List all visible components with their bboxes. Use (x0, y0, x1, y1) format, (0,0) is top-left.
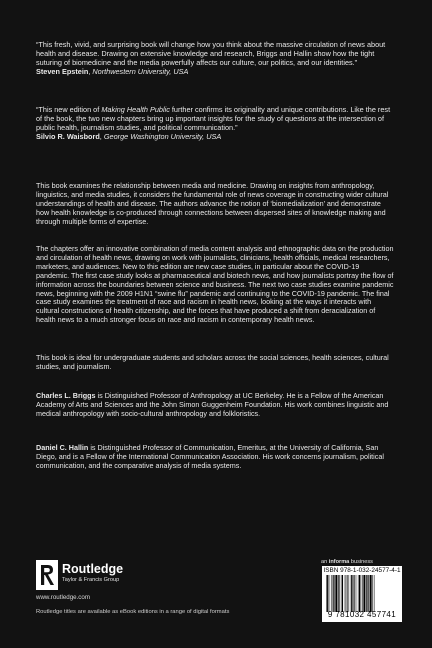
barcode-bar (341, 575, 342, 612)
quote-affiliation: George Washington University, USA (103, 132, 222, 142)
quote-author: Silvio R. Waisbord (36, 132, 100, 142)
barcode-bar (331, 575, 332, 612)
informa-brand: informa (328, 559, 350, 565)
author-bio-text: is Distinguished Professor of Anthropology at UC Berkeley. He is a Fellow of the American Academy of Arts and Sciences and the John Simon Guggenheim Foundation. His work combines linguistic and medical anthropology with socio-cultural anthropology and folkloristics. (36, 391, 389, 418)
barcode-bar (367, 575, 368, 612)
barcode-bar (359, 575, 360, 612)
barcode-bars (325, 575, 399, 612)
barcode-bar (346, 575, 347, 612)
barcode-bar (338, 575, 339, 612)
author-bio-text: is Distinguished Professor of Communication, Emeritus, at the University of California, San Diego, and is a Fellow of the International Communication Association. His work concerns journalism, political communication, and the comparative analysis of media systems. (36, 443, 384, 470)
author-bio-hallin (36, 444, 394, 471)
publisher-subtitle: Taylor & Francis Group (62, 577, 120, 583)
endorsement-quote-1 (36, 40, 394, 76)
barcode-bar (362, 575, 363, 612)
description-paragraph-2: The chapters offer an innovative combination of media content analysis and ethnographic data on the production and circulation of health news, drawing on work with journalists, clinicians, health officials, medical researchers, marketers, and audiences. New to this edition are new case studies, in particular about the COVID-19 pandemic. The first case study looks at pharmaceutical and biotech news, and how journalists portray the flow of information across the boundaries between science and business. The next two case studies examine pandemic news, beginning with the 2009 H1N1 “swine flu” pandemic and continuing to the COVID-19 pandemic. The final case study examines the treatment of race and racism in health news, looking at the ways it interacts with cultural constructions of health citizenship, and the forces that have produced a shift from deracialization of health news to a much stronger focus on race and racism in contemporary health news. (36, 244, 394, 325)
barcode-bar (326, 575, 327, 612)
barcode-bar (374, 575, 375, 612)
barcode-bar (358, 575, 359, 612)
barcode-bar (349, 575, 350, 612)
quote-attribution: Steven Epstein, Northwestern University, USA (36, 67, 189, 77)
quote-text: “This new edition of Making Health Public further confirms its originality and unique contributions. Like the rest of the book, the two new chapters bring up important insights for the study of questions at the intersection of public health, journalism studies, and political communication.” (36, 105, 391, 133)
barcode-bar (335, 575, 337, 612)
author-name: Charles L. Briggs (36, 391, 96, 400)
barcode-digits: 9 781032 457741 (327, 610, 397, 619)
author-name: Daniel C. Hallin (36, 443, 89, 452)
quote-text: “This fresh, vivid, and surprising book will change how you think about the massive circulation of news about health and disease. Drawing on extensive knowledge and research, Briggs and Hallin show how the tight suturing of biomedicine and the media powerfully affects our culture, our politics, and our identities.” (36, 40, 386, 68)
barcode-bar (356, 575, 357, 612)
barcode-bar (352, 575, 353, 612)
book-title: Making Health Public (101, 105, 170, 114)
author-bio-briggs (36, 392, 394, 419)
isbn-label: ISBN 978-1-032-24577-4-1 (323, 567, 401, 574)
quote-affiliation: Northwestern University, USA (92, 67, 189, 77)
barcode-bar (345, 575, 346, 612)
barcode-bar (372, 575, 373, 612)
quote-attribution: Silvio R. Waisbord, George Washington University, USA (36, 132, 222, 142)
barcode-bar (368, 575, 369, 612)
routledge-r-logo-icon (36, 560, 58, 590)
barcode-bar (342, 575, 343, 612)
description-paragraph-1: This book examines the relationship between media and medicine. Drawing on insights from anthropology, linguistics, and media studies, it considers the fundamental role of news coverage in constructing wider cultural understandings of health and disease. The authors advance the notion of ‘biomedialization’ and demonstrate how health knowledge is co-produced through connections between dispersed sites of knowledge making and through multiple forms of expertise. (36, 181, 389, 226)
isbn-barcode (322, 566, 402, 622)
description-paragraph-3: This book is ideal for undergraduate students and scholars across the social sciences, health sciences, cultural studies, and journalism. (36, 353, 389, 371)
ebook-note: Routledge titles are available as eBook editions in a range of digital formats (36, 609, 230, 615)
quote-author: Steven Epstein (36, 67, 89, 77)
barcode-bar (351, 575, 352, 612)
barcode-bar (347, 575, 348, 612)
endorsement-quote-2 (36, 105, 394, 141)
barcode-bar (366, 575, 367, 612)
barcode-bar (361, 575, 362, 612)
barcode-bar (333, 575, 334, 612)
barcode-bar (329, 575, 330, 612)
publisher-url: www.routledge.com (36, 594, 90, 601)
barcode-bar (327, 575, 328, 612)
barcode-bar (354, 575, 355, 612)
informa-business-tag: an informa business (321, 559, 373, 565)
publisher-name: Routledge (62, 562, 124, 576)
barcode-bar (370, 575, 372, 612)
barcode-bar (334, 575, 335, 612)
barcode-bar (363, 575, 365, 612)
barcode-bar (339, 575, 340, 612)
